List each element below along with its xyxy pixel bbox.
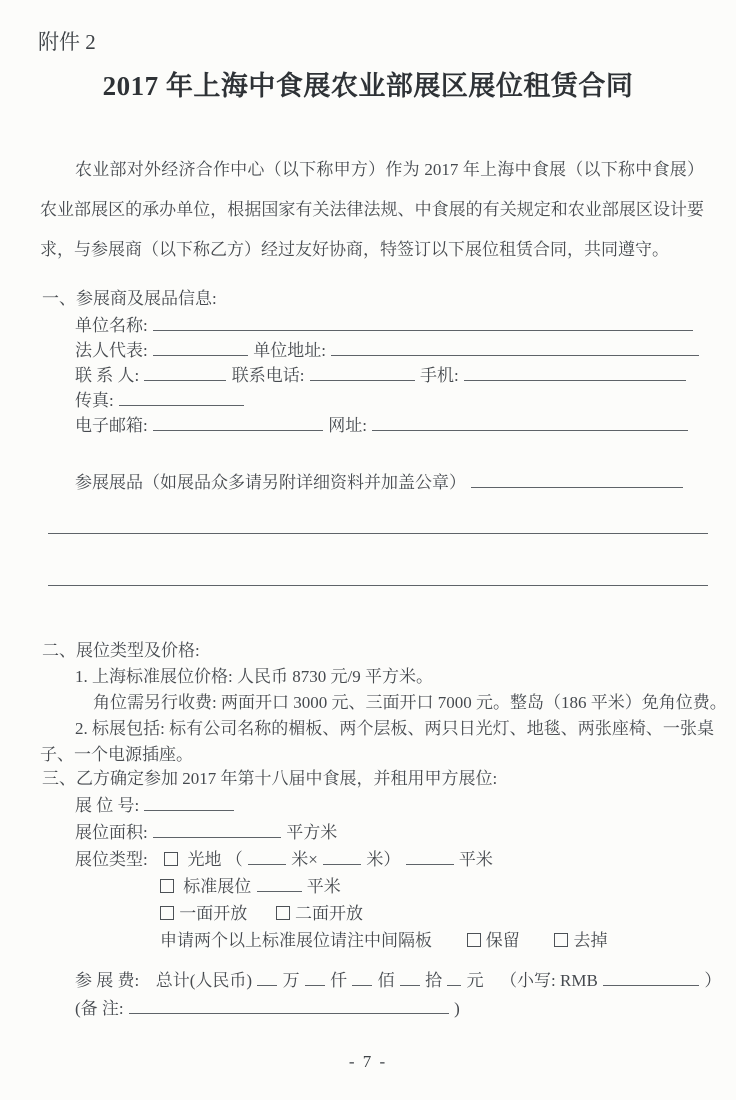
booth-area-blank (153, 825, 281, 838)
legal-rep-row (42, 338, 708, 363)
fee-total-prefix: 总计(人民币) (155, 971, 253, 990)
raw-space-checkbox (164, 852, 178, 866)
fee-shi-blank (400, 973, 420, 986)
fee-amount-blank (603, 973, 699, 986)
booth-area-label: 展位面积: (75, 823, 148, 842)
address-label: 单位地址: (253, 341, 326, 360)
company-name-row (42, 313, 708, 338)
corner-fee-line: 角位需另行收费: 两面开口 3000 元、三面开口 7000 元。整岛（186 平米）免角位费。 (93, 693, 727, 712)
fee-amount-close: ） (704, 971, 722, 990)
fax-label: 传真: (75, 391, 114, 410)
remarks-blank (129, 1001, 449, 1014)
fee-row (75, 967, 722, 995)
standard-booth-row (40, 873, 714, 900)
fee-section (75, 967, 722, 1023)
exhibits-blank (471, 475, 683, 488)
booth-no-row (40, 792, 714, 819)
mobile-label: 手机: (419, 366, 459, 385)
exhibits-blank-line-2 (48, 585, 708, 586)
fee-wan-blank (257, 973, 277, 986)
fee-shi-label: 拾 (425, 971, 443, 990)
exhibits-row (75, 470, 706, 495)
section-booth-pricing (40, 638, 727, 768)
section-booth-selection (40, 766, 714, 954)
email-row (42, 413, 708, 438)
raw-space-label: 光地 (187, 850, 222, 869)
document-title: 2017 年上海中食展农业部展区展位租赁合同 (102, 71, 634, 101)
booth-area-row (40, 819, 714, 846)
partition-keep-checkbox (467, 933, 481, 947)
partition-remove-label: 去掉 (573, 931, 608, 950)
standard-booth-unit: 平米 (306, 877, 341, 896)
contact-label: 联 系 人: (75, 366, 140, 385)
partition-row (40, 927, 714, 954)
standard-booth-checkbox (160, 879, 174, 893)
email-blank (153, 418, 323, 431)
booth-type-row (40, 846, 714, 873)
raw-space-area-blank (406, 852, 454, 865)
fee-qian-blank (305, 973, 325, 986)
mobile-blank (464, 368, 686, 381)
raw-space-times-label: 米× (291, 850, 318, 869)
partition-note: 申请两个以上标准展位请注中间隔板 (160, 931, 432, 950)
open-sides-row (40, 900, 714, 927)
fee-wan-label: 万 (282, 971, 300, 990)
fee-bai-label: 佰 (377, 971, 395, 990)
phone-label: 联系电话: (231, 366, 305, 385)
fee-yuan-label: 元 (466, 971, 484, 990)
legal-rep-label: 法人代表: (75, 341, 148, 360)
booth-type-label: 展位类型: (75, 850, 148, 869)
fax-row (42, 388, 708, 413)
standard-price-line: 1. 上海标准展位价格: 人民币 8730 元/9 平方米。 (75, 667, 433, 686)
open-two-sides-label: 二面开放 (295, 904, 363, 923)
phone-blank (310, 368, 415, 381)
email-label: 电子邮箱: (75, 416, 148, 435)
open-one-side-checkbox (160, 906, 174, 920)
fee-yuan-blank (447, 973, 461, 986)
remarks-open: (备 注: (75, 999, 124, 1018)
section1-heading: 一、参展商及展品信息: (42, 289, 217, 308)
contact-blank (144, 368, 226, 381)
website-label: 网址: (328, 416, 367, 435)
booth-area-unit: 平方米 (286, 823, 338, 842)
partition-remove-checkbox (554, 933, 568, 947)
raw-space-width-blank (248, 852, 286, 865)
open-two-sides-checkbox (276, 906, 290, 920)
section-exhibitor-info (42, 286, 708, 438)
exhibits-blank-line-1 (48, 533, 708, 534)
exhibits-label: 参展展品（如展品众多请另附详细资料并加盖公章） (75, 473, 466, 492)
intro-paragraph: 农业部对外经济合作中心（以下称甲方）作为 2017 年上海中食展（以下称中食展）农业部展区的承办单位，根据国家有关法律法规、中食展的有关规定和农业部展区设计要求，与参展商（以下称乙方）经过友好协商，特签订以下展位租赁合同，共同遵守。 (40, 160, 704, 259)
fee-qian-label: 仟 (330, 971, 348, 990)
page-number: - 7 - (348, 1052, 388, 1071)
raw-space-unit: 平米 (458, 850, 493, 869)
standard-booth-label: 标准展位 (183, 877, 252, 896)
remarks-row (75, 995, 715, 1023)
address-blank (331, 343, 699, 356)
booth-no-label: 展 位 号: (75, 796, 140, 815)
company-name-blank (153, 318, 693, 331)
standard-booth-area-blank (257, 879, 302, 892)
section3-heading: 三、乙方确定参加 2017 年第十八届中食展，并租用甲方展位: (42, 769, 498, 788)
remarks-close: ) (454, 999, 460, 1018)
fee-amount-prefix: （小写: RMB (500, 971, 598, 990)
contact-row (42, 363, 708, 388)
raw-space-depth-blank (323, 852, 361, 865)
attachment-label: 附件 2 (38, 30, 96, 54)
raw-space-paren-close: 米） (366, 850, 401, 869)
open-one-side-label: 一面开放 (179, 904, 248, 923)
booth-no-blank (144, 798, 234, 811)
website-blank (372, 418, 688, 431)
section2-heading: 二、展位类型及价格: (42, 641, 200, 660)
booth-includes-line: 2. 标展包括: 标有公司名称的楣板、两个层板、两只日光灯、地毯、两张座椅、一张桌子、一个电源插座。 (40, 719, 714, 764)
fee-label: 参 展 费: (75, 971, 140, 990)
raw-space-paren-open: （ (225, 850, 243, 869)
legal-rep-blank (153, 343, 248, 356)
fee-bai-blank (352, 973, 372, 986)
partition-keep-label: 保留 (485, 931, 520, 950)
company-name-label: 单位名称: (75, 316, 148, 335)
fax-blank (119, 393, 244, 406)
